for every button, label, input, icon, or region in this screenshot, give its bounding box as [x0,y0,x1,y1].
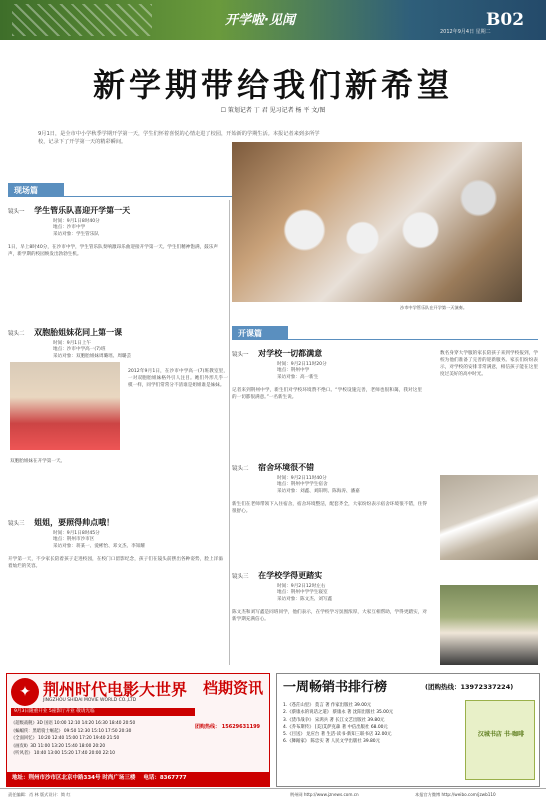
article-time: 时间：9月2日12时左右 [277,583,326,589]
footer-website[interactable]: 荆州网 http://www.jznews.com.cn [290,792,359,797]
footer-editor: 责任编辑：肖 林 版式设计：简 红 [8,792,71,797]
hotline [195,724,265,731]
article-body: 记者来到荆州中学，新生们对学校环境赞不绝口。“学校设施完善，老师也很和蔼，我对这里的一切都很满意。”一名新生说。 [232,388,422,401]
book-item: 2.《蔡康永的说话之道》 蔡康永 著 沈阳出版社 35.00元 [283,710,394,716]
students-photo [440,585,538,665]
lead-paragraph: 9月1日，是全市中小学秋季学期开学第一天，学生们怀着喜悦的心情走进了校园，开始新的学期生活。本报记者来到多所学校，记录下了开学第一天的精彩瞬间。 [38,131,320,146]
bestseller-ad[interactable] [276,673,540,787]
cinema-address-bar [7,772,269,786]
article-place: 地点：荆州中学 [277,368,310,374]
cinema-logo-icon: ✦ [11,678,39,706]
article-people: 采访对象：陈文杰、刘写鑫 [277,596,333,602]
section-header-scene: 现场篇 [8,183,64,197]
showtime-row: 《全面回忆》 10:20 12:40 15:00 17:20 19:40 21:50 [11,736,120,742]
bestseller-title: 一周畅销书排行榜 [283,680,388,695]
article-body: 开学第一天，不少家长陪着孩子走进校园，在校门口留影纪念，孩子们在镜头前摆出各种姿势，脸上洋溢着灿烂的笑容。 [8,557,223,570]
article [8,327,228,360]
article-people: 采访对象：学生管乐队 [53,231,99,237]
section-header-school: 开课篇 [232,326,288,340]
book-item: 3.《货币战争》 宋鸿兵 著 长江文艺出版社 39.80元 [283,717,385,723]
showtime-row: 《蝙蝠侠：黑暗骑士崛起》 09:50 12:30 15:10 17:50 20:30 [11,728,132,734]
article-place: 地点：荆州中学学生寝室 [277,590,328,596]
article-body: 陈文杰和刘写鑫是同班同学，他们表示，在学校学习氛围浓厚，大家互相帮助，学得更踏实，对新学期充满信心。 [232,610,427,623]
bestseller-phone: (团购热线：13972337224) [425,683,514,691]
cinema-address: 地址：荆州市沙市区北京中路334号 时尚广场三楼 [12,775,136,781]
byline: ☐ 策划记者 丁 君 见习记者 杨 平 文/图 [220,107,326,114]
hotline-number: 15629631199 [221,724,261,730]
showtime-row: 《画皮Ⅱ》3D 11:00 13:20 15:40 18:00 20:20 [11,743,106,749]
article-heading: 姐姐，要照得帅点哦！ [34,518,115,527]
article-place: 地点：荆州市沙市区 [53,537,95,543]
page-footer [0,788,546,800]
shot-label: 镜头一 [232,352,249,358]
article-people: 采访对象：刘鑫、刘阳明、陈海涛、潘嘉 [277,488,360,494]
article-heading: 宿舍环境很不错 [258,463,315,472]
twins-photo [10,362,120,450]
article-people: 采访对象：高一新生 [277,374,319,380]
article-time: 时间：9月1日8时40分 [53,218,100,224]
cinema-name-en: JINGZHOU SHIDAI MOVIE WORLD CO.,LTD [43,698,137,703]
article-body: 2012年9月1日，在沙市中学高一(7)班教室里，一对双胞胎姐妹格外引人注目。她们外形几乎一模一样，同学们常常分不清谁是姐姐谁是妹妹。 [128,369,228,389]
section-name: 开学啦·见闻 [225,13,295,28]
article [232,462,432,515]
article-place: 地点：沙市中学高一(7)班 [53,347,106,353]
article-people: 采访对象：蒋某一、爱彬怡、邓文杰、李知耀 [53,543,145,549]
page-title: 新学期带给我们新希望 [92,66,453,104]
showtime-row: 《听风者》 10:40 13:00 15:20 17:40 20:00 22:10 [11,751,115,757]
column-divider [229,200,230,665]
shot-label: 镜头二 [8,331,25,337]
article [232,570,432,623]
section-rule [288,339,538,340]
footer-weibo[interactable]: 本报官方微博 http://weibo.com/jzwb110 [415,792,496,797]
shot-label: 镜头二 [232,466,249,472]
cinema-ad[interactable] [6,673,270,787]
cinema-tag: 档期资讯 [203,679,264,697]
article-heading: 对学校一切都满意 [258,349,323,358]
article-time: 时间：9月1日上午 [53,340,92,346]
shot-label: 镜头一 [8,209,25,215]
article-heading: 学生管乐队喜迎开学第一天 [34,206,131,215]
showtime-list [11,720,191,758]
cinema-phone: 电话：8367777 [143,775,187,781]
shot-label: 镜头三 [232,574,249,580]
cinema-slogan: 9月3日隆重开业 5座影厅开业 敬请光临 [11,708,195,716]
twins-photo-caption: 双胞胎姐妹在开学第一天。 [10,459,66,464]
book-item: 5.《目送》 龙应台 著 生活·读书·新知三联书店 32.00元 [283,732,392,738]
showtime-row: 《超级战舰》3D 国语 10:00 12:10 14:20 16:30 18:40 20:50 [11,721,136,726]
article-people: 采访对象：双胞胎姐妹周璐瑶、周璐芸 [53,353,132,359]
article [8,205,228,258]
article-time: 时间：9月2日11时20分 [277,361,327,367]
issue-date: 2012年9月4日 星期二 [440,29,491,35]
dorm-photo [440,475,538,560]
book-item: 6.《舞蹈家》 陈忠实 著 人民文学出版社 39.80元 [283,739,380,745]
article-body: 1日，早上8时40分，在沙市中学，学生管乐队奏响激昂乐曲迎接开学第一天。学生们精神饱满，鼓乐声声，新学期的校园焕发出勃勃生机。 [8,245,218,258]
bookshop-name: 汉城书店 书·咖啡 [477,731,525,738]
article-body: 新生们在老师带领下入住宿舍，宿舍环境整洁，配套齐全，大家纷纷表示宿舍环境很不错，住得很舒心。 [232,502,427,515]
article-place: 地点：沙市中学 [53,225,86,231]
article [8,517,228,570]
article-time: 时间：9月2日11时40分 [277,475,327,481]
article-heading: 在学校学得更踏实 [258,571,323,580]
cinema-name: 荆州时代电影大世界 [43,680,188,699]
book-item: 1.《苍茫山里》 莫言 著 作家出版社 39.00元 [283,703,372,708]
hotline-label: 团购热线： [195,724,221,730]
band-photo-caption: 沙市中学管乐队在开学第一天演奏。 [400,305,468,310]
shot-label: 镜头三 [8,521,25,527]
page-number: B02 [486,10,525,30]
book-item: 4.《乔布斯传》 [美]艾萨克森 著 中信出版社 68.00元 [283,724,388,730]
article-heading: 双胞胎姐妹花同上第一课 [34,328,123,337]
book-list [283,702,463,746]
band-photo [232,142,522,302]
right-column-text: 数名身穿大学服的家长陪孩子来到学校报到，学校为他们准备了完善的迎新服务。家长们纷纷表示，对学校的安排非常满意，相信孩子能在这里度过美好的高中时光。 [440,351,538,378]
bookshop-logo [465,700,535,780]
article-time: 时间：9月1日8时45分 [53,530,100,536]
article-place: 地点：荆州中学学生宿舍 [277,482,328,488]
header-decoration [12,4,152,36]
